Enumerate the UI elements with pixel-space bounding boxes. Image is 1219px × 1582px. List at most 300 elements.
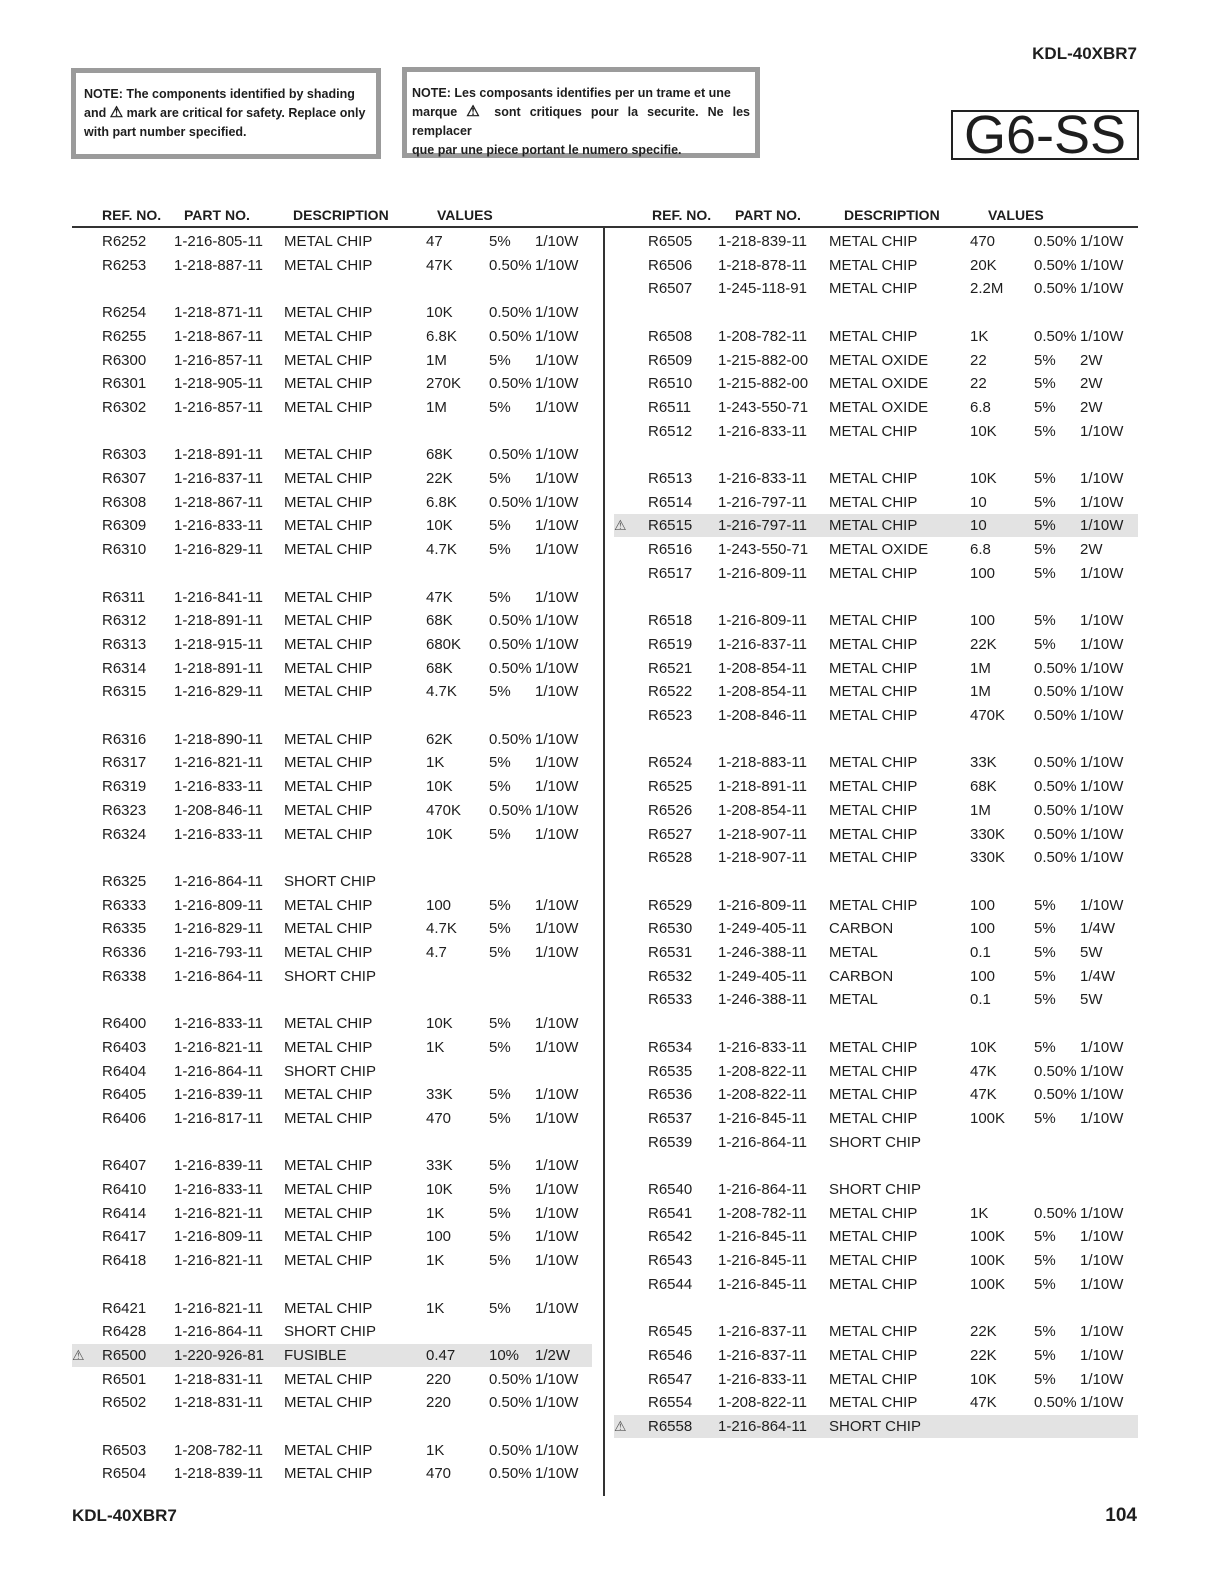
part-no: 1-216-817-11 <box>174 1109 263 1127</box>
part-row <box>72 538 592 561</box>
value-3: 1/10W <box>535 659 579 677</box>
part-no: 1-216-833-11 <box>174 825 263 843</box>
part-row <box>72 1391 592 1414</box>
value-1: 47K <box>970 1062 997 1080</box>
value-1: 220 <box>426 1370 452 1388</box>
ref-no: R6252 <box>102 233 147 250</box>
part-row <box>614 609 1138 632</box>
part-no: 1-218-839-11 <box>718 233 807 250</box>
value-3: 1/10W <box>1080 1252 1124 1270</box>
part-row <box>72 1178 592 1201</box>
value-2: 0.50% <box>489 612 532 630</box>
value-3: 5W <box>1080 991 1103 1009</box>
value-3: 1/10W <box>1080 754 1124 772</box>
part-no: 1-216-841-11 <box>174 588 263 606</box>
value-1: 10 <box>970 493 987 511</box>
part-row <box>614 941 1138 964</box>
value-1: 10 <box>970 517 987 535</box>
part-row <box>614 277 1138 300</box>
value-2: 5% <box>1034 564 1056 582</box>
part-no: 1-245-118-91 <box>718 280 807 298</box>
part-no: 1-243-550-71 <box>718 398 809 416</box>
description: METAL CHIP <box>284 944 373 961</box>
warning-triangle-icon: ⚠ <box>614 517 627 534</box>
part-row <box>72 514 592 537</box>
value-1: 680K <box>426 635 462 653</box>
value-3: 1/10W <box>535 1157 579 1175</box>
description: SHORT CHIP <box>284 1062 376 1080</box>
value-2: 5% <box>489 754 511 772</box>
description: METAL CHIP <box>284 659 373 677</box>
ref-no: R6533 <box>648 991 693 1009</box>
description: SHORT CHIP <box>829 1133 921 1151</box>
value-3: 1/10W <box>1080 1062 1124 1080</box>
value-2: 0.50% <box>489 493 532 511</box>
description: METAL CHIP <box>829 896 918 914</box>
description: SHORT CHIP <box>284 1323 376 1341</box>
part-row <box>72 586 592 609</box>
description: METAL CHIP <box>829 256 918 274</box>
value-1: 1M <box>970 659 991 677</box>
ref-no: R6540 <box>648 1181 693 1198</box>
value-2: 5% <box>1034 422 1056 440</box>
ref-no: R6307 <box>102 470 147 487</box>
value-1: 10K <box>426 304 453 322</box>
part-row <box>614 680 1138 703</box>
value-2: 5% <box>1034 517 1056 535</box>
ref-no: R6315 <box>102 683 147 701</box>
value-1: 2.2M <box>970 280 1004 298</box>
ref-no: R6518 <box>648 612 693 630</box>
value-1: 22K <box>970 1346 997 1364</box>
part-row <box>614 846 1138 869</box>
section-code-box: G6-SS <box>951 110 1139 160</box>
description: METAL CHIP <box>284 635 373 653</box>
part-row <box>72 1225 592 1248</box>
ref-no: R6545 <box>648 1323 693 1341</box>
ref-no: R6535 <box>648 1062 693 1080</box>
part-no: 1-216-829-11 <box>174 920 263 938</box>
value-1: 68K <box>426 446 453 464</box>
ref-no: R6405 <box>102 1086 147 1104</box>
part-row <box>614 1225 1138 1248</box>
value-3: 1/10W <box>1080 1204 1124 1222</box>
header-description: DESCRIPTION <box>844 207 940 223</box>
ref-no: R6543 <box>648 1252 693 1270</box>
part-no: 1-218-883-11 <box>718 754 807 772</box>
value-3: 1/10W <box>1080 849 1124 867</box>
value-1: 1M <box>970 801 991 819</box>
ref-no: R6404 <box>102 1062 147 1080</box>
part-row <box>614 1391 1138 1414</box>
part-row <box>614 799 1138 822</box>
value-3: 1/4W <box>1080 967 1116 985</box>
description: METAL CHIP <box>284 493 373 511</box>
part-row <box>72 657 592 680</box>
description: CARBON <box>829 967 894 985</box>
value-3: 1/10W <box>1080 1275 1124 1293</box>
part-no: 1-216-793-11 <box>174 944 263 961</box>
description: METAL CHIP <box>829 233 918 250</box>
value-3: 1/10W <box>535 1370 579 1388</box>
description: METAL CHIP <box>284 1465 373 1483</box>
part-row <box>614 467 1138 490</box>
value-2: 0.50% <box>489 304 532 322</box>
warning-triangle-icon: ⚠ <box>109 104 124 121</box>
value-2: 5% <box>489 1086 511 1104</box>
part-no: 1-216-864-11 <box>174 1062 263 1080</box>
part-no: 1-216-809-11 <box>718 564 807 582</box>
value-1: 6.8 <box>970 398 991 416</box>
value-3: 1/10W <box>535 1086 579 1104</box>
part-no: 1-208-822-11 <box>718 1062 807 1080</box>
part-no: 1-216-833-11 <box>718 1370 807 1388</box>
ref-no: R6537 <box>648 1109 693 1127</box>
value-1: 470K <box>970 707 1006 724</box>
value-3: 1/10W <box>1080 635 1124 653</box>
value-3: 1/10W <box>535 730 579 748</box>
description: METAL CHIP <box>829 1370 918 1388</box>
part-no: 1-218-867-11 <box>174 327 263 345</box>
part-no: 1-216-837-11 <box>174 470 263 487</box>
value-3: 1/10W <box>535 612 579 630</box>
description: METAL CHIP <box>284 470 373 487</box>
part-no: 1-216-837-11 <box>718 1323 807 1341</box>
part-no: 1-218-890-11 <box>174 730 263 748</box>
part-no: 1-216-821-11 <box>174 754 263 772</box>
description: METAL CHIP <box>284 801 373 819</box>
part-row <box>614 823 1138 846</box>
value-3: 1/10W <box>535 327 579 345</box>
value-3: 2W <box>1080 541 1103 559</box>
value-2: 0.50% <box>1034 1086 1077 1104</box>
description: METAL CHIP <box>829 280 918 298</box>
part-no: 1-216-809-11 <box>174 896 263 914</box>
ref-no: R6516 <box>648 541 693 559</box>
critical-part-row <box>614 514 1138 537</box>
value-1: 1K <box>426 1299 445 1317</box>
value-2: 0.50% <box>489 1465 532 1483</box>
description: METAL CHIP <box>284 233 373 250</box>
part-no: 1-208-846-11 <box>718 707 807 724</box>
part-row <box>72 1297 592 1320</box>
part-no: 1-218-915-11 <box>174 635 263 653</box>
value-2: 5% <box>1034 944 1056 961</box>
part-row <box>72 372 592 395</box>
ref-no: R6500 <box>102 1346 147 1364</box>
value-3: 1/10W <box>1080 470 1124 487</box>
value-2: 0.50% <box>489 730 532 748</box>
header-part-no: PART NO. <box>184 207 250 223</box>
value-1: 1K <box>426 754 445 772</box>
description: METAL CHIP <box>829 1252 918 1270</box>
ref-no: R6254 <box>102 304 147 322</box>
ref-no: R6515 <box>648 517 693 535</box>
value-3: 1/10W <box>535 920 579 938</box>
ref-no: R6531 <box>648 944 693 961</box>
description: METAL CHIP <box>284 1157 373 1175</box>
value-3: 1/10W <box>535 1015 579 1033</box>
description: METAL CHIP <box>284 1441 373 1459</box>
ref-no: R6532 <box>648 967 693 985</box>
value-2: 0.50% <box>1034 256 1077 274</box>
description: METAL CHIP <box>284 1370 373 1388</box>
value-3: 1/10W <box>535 1394 579 1412</box>
description: METAL CHIP <box>284 327 373 345</box>
part-row <box>614 254 1138 277</box>
part-no: 1-218-891-11 <box>174 659 263 677</box>
ref-no: R6525 <box>648 778 693 796</box>
part-no: 1-246-388-11 <box>718 991 807 1009</box>
part-row <box>72 467 592 490</box>
description: METAL CHIP <box>284 1228 373 1246</box>
value-3: 1/10W <box>535 470 579 487</box>
description: METAL CHIP <box>284 256 373 274</box>
part-row <box>614 988 1138 1011</box>
value-3: 1/10W <box>535 754 579 772</box>
ref-no: R6400 <box>102 1015 147 1033</box>
ref-no: R6526 <box>648 801 693 819</box>
value-2: 0.50% <box>1034 707 1077 724</box>
value-2: 5% <box>1034 612 1056 630</box>
value-2: 5% <box>1034 1109 1056 1127</box>
part-row <box>614 775 1138 798</box>
model-number-header: KDL-40XBR7 <box>1032 44 1137 63</box>
part-row <box>614 965 1138 988</box>
part-row <box>72 1462 592 1485</box>
value-3: 1/10W <box>1080 801 1124 819</box>
part-row <box>72 609 592 632</box>
value-3: 5W <box>1080 944 1103 961</box>
part-row <box>614 349 1138 372</box>
value-2: 5% <box>1034 351 1056 369</box>
value-1: 4.7K <box>426 920 457 938</box>
value-3: 1/10W <box>535 1109 579 1127</box>
value-1: 47K <box>970 1394 997 1412</box>
value-2: 5% <box>1034 1370 1056 1388</box>
part-no: 1-216-805-11 <box>174 233 263 250</box>
value-2: 5% <box>489 1181 511 1198</box>
critical-part-row <box>614 1415 1138 1438</box>
ref-no: R6338 <box>102 967 147 985</box>
ref-no: R6414 <box>102 1204 147 1222</box>
part-row <box>614 751 1138 774</box>
ref-no: R6505 <box>648 233 693 250</box>
part-row <box>614 633 1138 656</box>
value-2: 0.50% <box>1034 1394 1077 1412</box>
value-3: 1/10W <box>535 1441 579 1459</box>
ref-no: R6323 <box>102 801 147 819</box>
ref-no: R6544 <box>648 1275 693 1293</box>
value-1: 100K <box>970 1109 1006 1127</box>
description: METAL CHIP <box>829 493 918 511</box>
ref-no: R6511 <box>648 398 692 416</box>
part-no: 1-249-405-11 <box>718 920 807 938</box>
value-1: 10K <box>426 825 453 843</box>
value-1: 47K <box>426 256 453 274</box>
part-no: 1-216-833-11 <box>718 470 807 487</box>
part-row <box>72 823 592 846</box>
part-no: 1-208-782-11 <box>718 327 807 345</box>
ref-no: R6502 <box>102 1394 147 1412</box>
description: CARBON <box>829 920 894 938</box>
part-row <box>614 1107 1138 1130</box>
description: METAL CHIP <box>829 659 918 677</box>
value-2: 10% <box>489 1346 520 1364</box>
description: METAL CHIP <box>284 304 373 322</box>
description: METAL CHIP <box>284 375 373 393</box>
ref-no: R6524 <box>648 754 693 772</box>
value-3: 2W <box>1080 398 1103 416</box>
value-3: 1/10W <box>1080 707 1124 724</box>
value-2: 5% <box>489 896 511 914</box>
part-row <box>72 349 592 372</box>
ref-no: R6528 <box>648 849 693 867</box>
ref-no: R6527 <box>648 825 693 843</box>
ref-no: R6509 <box>648 351 693 369</box>
value-1: 1K <box>426 1252 445 1270</box>
value-1: 1K <box>426 1204 445 1222</box>
value-3: 1/10W <box>535 398 579 416</box>
value-1: 68K <box>426 659 453 677</box>
ref-no: R6407 <box>102 1157 147 1175</box>
value-2: 0.50% <box>1034 1204 1077 1222</box>
part-no: 1-208-846-11 <box>174 801 263 819</box>
value-2: 0.50% <box>489 1394 532 1412</box>
part-row <box>72 396 592 419</box>
value-2: 5% <box>1034 1038 1056 1056</box>
part-no: 1-243-550-71 <box>718 541 809 559</box>
value-1: 1K <box>426 1038 445 1056</box>
value-1: 20K <box>970 256 997 274</box>
description: METAL CHIP <box>829 1394 918 1412</box>
part-row <box>72 1083 592 1106</box>
value-3: 1/10W <box>535 683 579 701</box>
ref-no: R6324 <box>102 825 147 843</box>
value-3: 1/10W <box>1080 1370 1124 1388</box>
value-1: 100 <box>970 896 996 914</box>
ref-no: R6313 <box>102 635 147 653</box>
value-1: 10K <box>970 422 997 440</box>
value-1: 6.8K <box>426 327 457 345</box>
part-row <box>614 1249 1138 1272</box>
value-2: 5% <box>489 1252 511 1270</box>
value-2: 5% <box>489 1228 511 1246</box>
description: METAL CHIP <box>829 849 918 867</box>
ref-no: R6410 <box>102 1181 147 1198</box>
value-3: 1/10W <box>1080 493 1124 511</box>
part-no: 1-215-882-00 <box>718 375 809 393</box>
value-2: 5% <box>489 398 511 416</box>
value-3: 1/10W <box>535 375 579 393</box>
ref-no: R6314 <box>102 659 147 677</box>
value-1: 68K <box>426 612 453 630</box>
part-row <box>72 1107 592 1130</box>
part-no: 1-216-857-11 <box>174 398 263 416</box>
value-2: 5% <box>1034 635 1056 653</box>
value-3: 1/10W <box>535 896 579 914</box>
value-1: 1M <box>426 351 447 369</box>
part-no: 1-216-821-11 <box>174 1038 263 1056</box>
part-no: 1-216-864-11 <box>718 1418 807 1435</box>
ref-no: R6403 <box>102 1038 147 1056</box>
description: METAL CHIP <box>284 1086 373 1104</box>
value-2: 5% <box>489 1299 511 1317</box>
part-row <box>614 230 1138 253</box>
value-2: 5% <box>1034 991 1056 1009</box>
ref-no: R6253 <box>102 256 147 274</box>
part-no: 1-216-864-11 <box>718 1181 807 1198</box>
ref-no: R6530 <box>648 920 693 938</box>
value-1: 10K <box>970 470 997 487</box>
value-3: 1/10W <box>535 493 579 511</box>
description: METAL CHIP <box>284 754 373 772</box>
ref-no: R6418 <box>102 1252 147 1270</box>
description: FUSIBLE <box>284 1346 347 1364</box>
header-values: VALUES <box>988 207 1044 223</box>
header-ref-no: REF. NO. <box>102 207 162 223</box>
part-no: 1-208-854-11 <box>718 683 807 701</box>
part-row <box>72 633 592 656</box>
value-1: 100 <box>970 612 996 630</box>
value-3: 1/10W <box>535 304 579 322</box>
description: METAL CHIP <box>829 612 918 630</box>
value-3: 1/10W <box>535 1252 579 1270</box>
part-row <box>614 1273 1138 1296</box>
value-1: 47K <box>970 1086 997 1104</box>
note-en-line-3: with part number specified. <box>84 125 247 139</box>
value-2: 0.50% <box>1034 683 1077 701</box>
description: METAL CHIP <box>284 896 373 914</box>
part-row <box>614 1036 1138 1059</box>
description: METAL CHIP <box>284 612 373 630</box>
part-row <box>72 1060 592 1083</box>
value-2: 5% <box>1034 1252 1056 1270</box>
value-2: 0.50% <box>1034 327 1077 345</box>
value-2: 5% <box>1034 493 1056 511</box>
value-1: 6.8 <box>970 541 991 559</box>
part-row <box>72 965 592 988</box>
value-3: 1/10W <box>1080 778 1124 796</box>
ref-no: R6554 <box>648 1394 693 1412</box>
value-2: 0.50% <box>489 1441 532 1459</box>
value-1: 1K <box>970 327 989 345</box>
value-3: 1/10W <box>535 233 579 250</box>
value-1: 100K <box>970 1228 1006 1246</box>
ref-no: R6303 <box>102 446 147 464</box>
description: METAL CHIP <box>284 446 373 464</box>
value-1: 100 <box>970 967 996 985</box>
ref-no: R6501 <box>102 1370 147 1388</box>
value-3: 1/10W <box>1080 825 1124 843</box>
value-1: 1K <box>970 1204 989 1222</box>
description: METAL <box>829 991 878 1009</box>
ref-no: R6319 <box>102 778 147 796</box>
ref-no: R6558 <box>648 1418 693 1435</box>
value-2: 5% <box>489 233 511 250</box>
description: METAL CHIP <box>284 517 373 535</box>
value-2: 5% <box>489 683 511 701</box>
description: SHORT CHIP <box>284 967 376 985</box>
ref-no: R6421 <box>102 1299 147 1317</box>
description: METAL OXIDE <box>829 375 929 393</box>
value-2: 0.50% <box>1034 233 1077 250</box>
description: METAL CHIP <box>829 1109 918 1127</box>
value-3: 1/10W <box>535 1204 579 1222</box>
part-no: 1-218-907-11 <box>718 825 807 843</box>
value-2: 5% <box>1034 1323 1056 1341</box>
part-no: 1-216-845-11 <box>718 1228 807 1246</box>
